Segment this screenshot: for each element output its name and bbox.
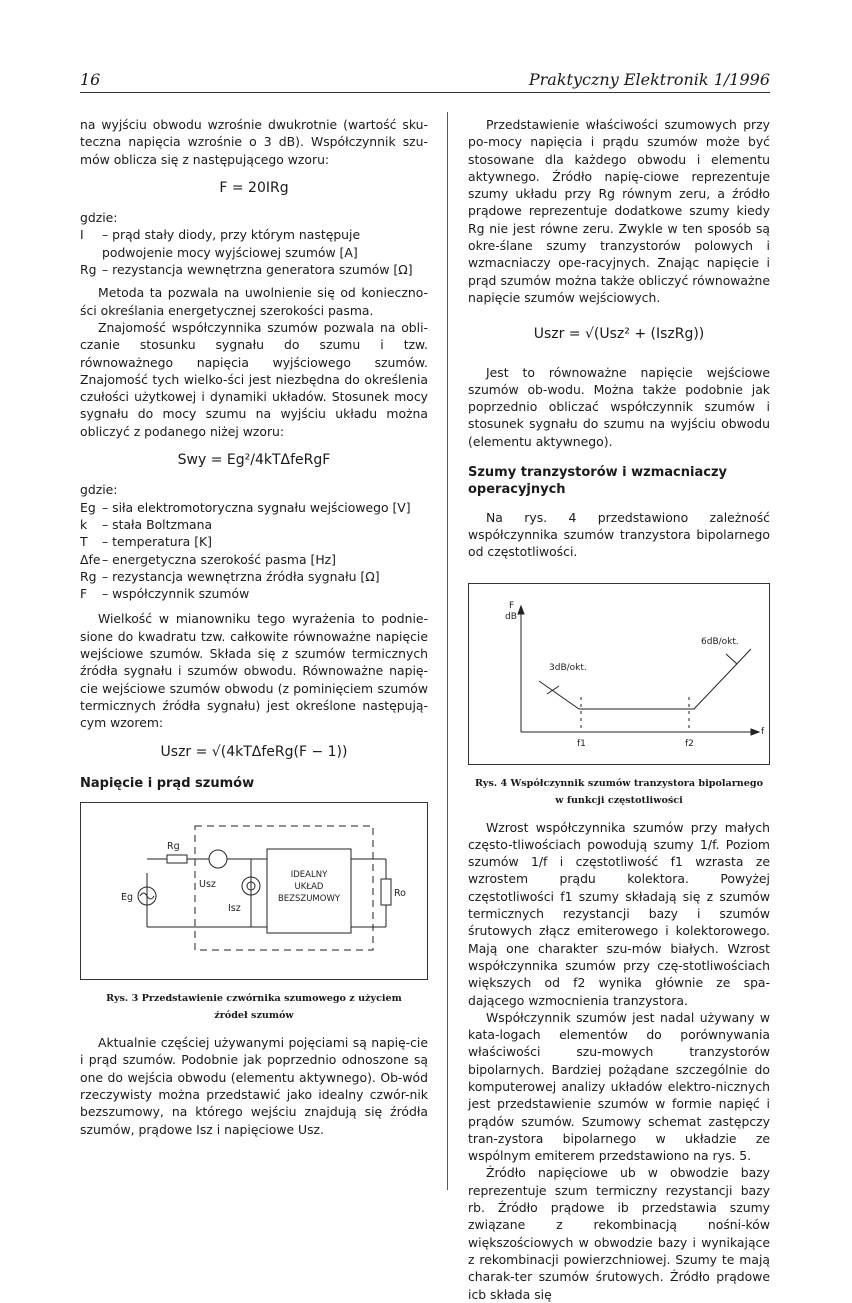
y-label-f: F [509,600,515,611]
journal-title: Praktyczny Elektronik 1/1996 [528,70,770,89]
formula-snr: Swy = Eg²/4kTΔfeRgF [177,452,331,469]
def-symbol: I [80,227,84,243]
6db-pointer [726,654,737,664]
def-text: – energetyczna szerokość pasma [Hz] [102,551,336,567]
def-text: – rezystancja wewnętrzna źródła sygnału [Ω] [102,568,380,584]
eg-label: Eg [121,892,134,904]
figure-4-graph [468,583,770,765]
paragraph: na wyjściu obwodu wzrośnie dwukrotnie (wartość sku-teczna napięcia wzrośnie o 3 dB). Współczynnik szu-mów oblicza się z następującego wzoru: [80,117,428,167]
dashed-boundary [195,826,373,950]
paragraph: Wzrost współczynnika szumów przy małych często-tliwościach powodują szumy 1/f. Poziom szumów 1/f i częstotliwość f1 wzrasta ze wzrostem prądu kolektora. Powyżej częstotliwości f1 szumy składają się z szumów termicznych rezystancji bazy i szumów śrutowych złącz emiterowego i kolektorowego. Mają one charakter szu-mów białych. Wzrost współczynnika szumów przy czę-stotliwościach większych od f2 wynika głównie ze spa-dającego wzmocnienia tranzystora. [468,819,770,1008]
x-label-f: f [761,726,765,737]
page-number: 16 [80,70,101,89]
caption-line: Rys. 3 Przedstawienie czwórnika szumowego z użyciem [106,993,402,1005]
slope-6db-label: 6dB/okt. [701,636,739,647]
paragraph: Metoda ta pozwala na uwolnienie się od konieczno-ści określania energetycznej szerokości pasma. [80,285,428,318]
box-label-2: UKŁAD [294,882,324,893]
definitions-list [80,499,428,603]
ro-resistor [381,879,391,905]
formula-noise-figure: F = 20IRg [219,179,289,196]
def-symbol: F [80,586,88,602]
ro-label: Ro [394,888,406,900]
page-header [80,70,770,93]
def-text: – prąd stały diody, przy którym następuje podwojenie mocy wyjściowej szumów [A] [102,227,361,260]
noise-curve [539,649,751,709]
section-heading: Napięcie i prąd szumów [80,775,255,791]
paragraph: Aktualnie częściej używanymi pojęciami są napię-cie i prąd szumów. Podobnie jak poprzednio odnoszone są one do wejścia obwodu (elementu aktywnego). Ob-wód rzeczywisty można przedstawić jako idealny czwór-nik bezszumowy, na którego wejściu znajdują się źródła szumów, prądowe Isz i napięciowe Usz. [80,1035,428,1137]
box-label-3: BEZSZUMOWY [277,894,341,905]
rg-label: Rg [167,841,180,853]
def-symbol: Rg [80,568,97,584]
caption-line: źródeł szumów [214,1010,294,1022]
figure-3-circuit [80,802,428,980]
definitions-list [80,226,428,278]
noise-figure-graph [469,584,771,764]
formula-uszr-2: Uszr = √(Usz² + (IszRg)) [533,326,705,343]
figure-4-caption [468,775,770,809]
usz-source [209,850,227,868]
f2-label: f2 [685,738,694,749]
paragraph: Źródło napięciowe ub w obwodzie bazy reprezentuje szum termiczny rezystancji bazy rb. Źródło prądowe ib przedstawia szumy związane z rekombinacją nośni-ków większościowych w obwodzie bazy i wynikające z rekombinacji powierzchniowej. Szumy te mają charak-ter szumów śrutowych. Źródło prądowe icb składa się [468,1165,770,1302]
column-divider [447,112,448,1190]
def-symbol: Eg [80,499,96,515]
circuit-diagram [81,803,427,979]
def-text: – temperatura [K] [102,534,212,550]
usz-label: Usz [199,879,216,891]
y-arrow [518,606,524,614]
formula-uszr: Uszr = √(4kTΔfeRg(F − 1)) [160,743,348,760]
def-text: – stała Boltzmana [102,516,213,532]
gdzie-label: gdzie: [80,482,118,498]
left-column [80,116,428,1138]
box-label-1: IDEALNY [290,870,328,881]
y-label-db: dB [505,611,517,622]
caption-line: Rys. 4 Współczynnik szumów tranzystora bipolarnego [475,777,763,789]
rg-resistor [167,855,187,863]
slope-3db-label: 3dB/okt. [549,662,587,673]
def-symbol: Δfe [80,551,101,567]
def-text: – współczynnik szumów [102,586,250,602]
f1-label: f1 [577,738,586,749]
def-text: – siła elektromotoryczna sygnału wejściowego [V] [102,499,411,515]
paragraph: Współczynnik szumów jest nadal używany w kata-logach elementów do porównywania właściwości szu-mowych tranzystorów bipolarnych. Bardziej pożądane szczególnie do komputerowej analizy układów elektro-nicznych jest przedstawienie szumów w formie napięć i prądów szumów. Szumowy schemat zastępczy tran-zystora bipolarnego w układzie ze wspólnym emiterem przedstawiono na rys. 5. [468,1009,770,1164]
3db-pointer [547,686,559,694]
right-column [468,116,770,1303]
paragraph: Na rys. 4 przedstawiono zależność współczynnika szumów tranzystora bipolarnego od częstotliwości. [468,509,770,560]
isz-label: Isz [228,903,241,915]
paragraph: Przedstawienie właściwości szumowych przy po-mocy napięcia i prądu szumów może być stosowane dla każdego obwodu i elementu aktywnego. Źródło napię-ciowe reprezentuje szumy układu przy Rg równym zeru, a źródło prądowe reprezentuje dodatkowe szumy kiedy Rg nie jest równe zeru. Zwykle w ten sposób są okre-ślane szumy tranzystorów polowych i wzmacniaczy ope-racyjnych. Znając napięcie i prąd szumów można także obliczyć równoważne napięcie szumów wejściowych. [468,117,770,305]
paragraph: Jest to równoważne napięcie wejściowe szumów ob-wodu. Można także podobnie jak poprzednio obliczać współczynnik szumów i stosunek sygnału do szumu na wyjściu obwodu (elementu aktywnego). [468,364,770,449]
def-symbol: k [80,516,88,532]
section-heading: Szumy tranzystorów i wzmacniaczy operacyjnych [468,465,727,498]
figure-3-caption [80,990,428,1024]
x-arrow [751,729,759,735]
caption-line: w funkcji częstotliwości [555,794,683,806]
def-symbol: Rg [80,262,97,278]
paragraph: Wielkość w mianowniku tego wyrażenia to podnie-sione do kwadratu tzw. całkowite równoważne napięcie wejściowe szumów. Składa się z szumów termicznych źródła sygnału i szumów obwodu. Równoważne napię-cie wejściowe szumów obwodu (z pominięciem szumów termicznych źródła sygnału) jest określone następują-cym wzorem: [80,611,428,731]
def-symbol: T [80,534,88,550]
def-text: – rezystancja wewnętrzna generatora szumów [Ω] [102,262,413,278]
paragraph: Znajomość współczynnika szumów pozwala na obli-czanie stosunku sygnału do szumu i tzw. równoważnego napięcia wyjściowego szumów. Znajomość tych wielko-ści jest niezbędna do określenia czułości użytkowej i dynamiki układów. Stosunek mocy sygnału do mocy szumu na wyjściu układu można obliczyć z podanego niżej wzoru: [80,319,428,439]
gdzie-label: gdzie: [80,210,118,226]
